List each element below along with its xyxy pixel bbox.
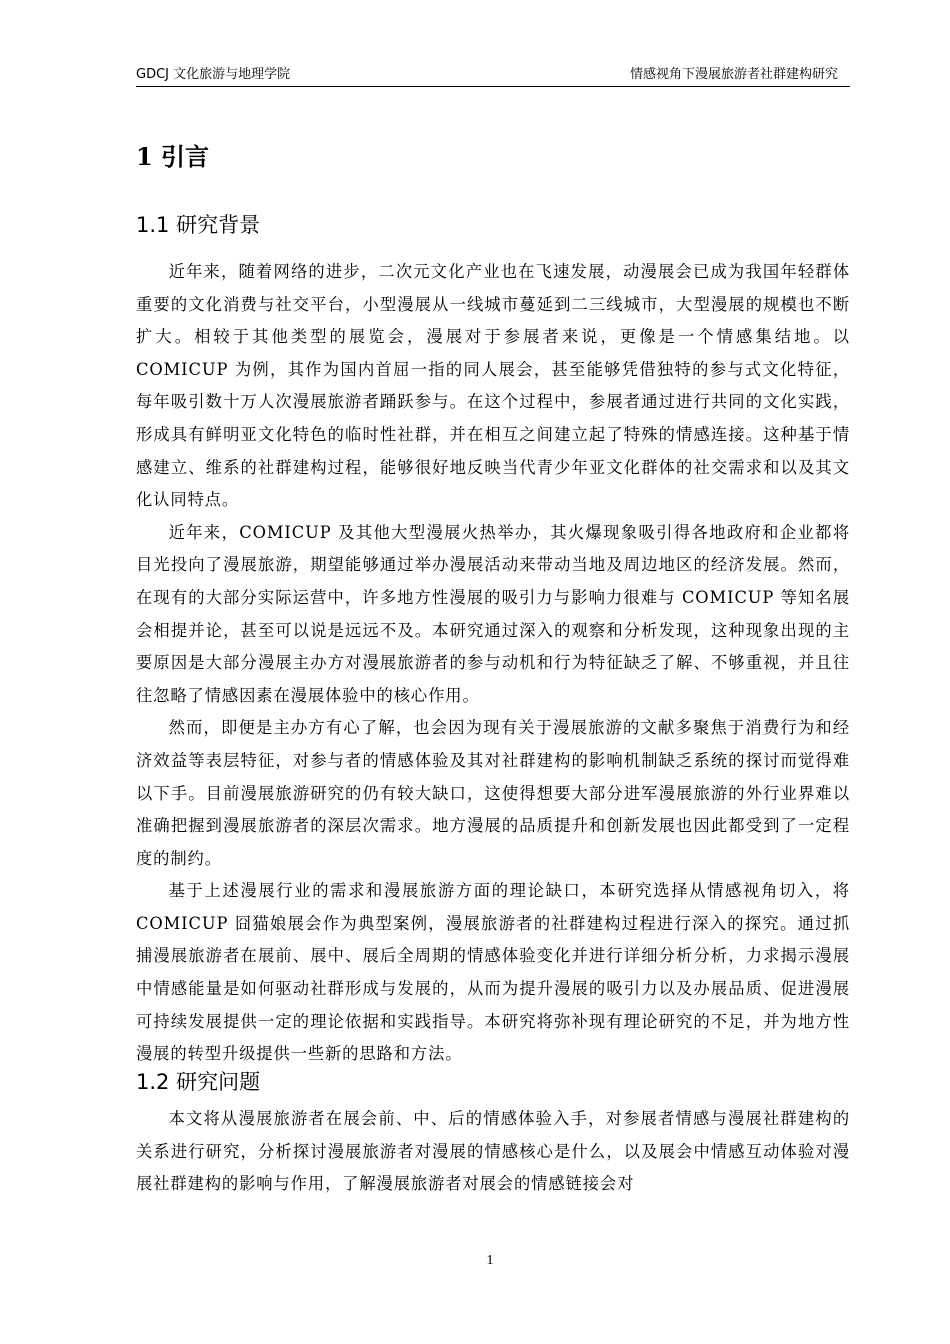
page-number: 1 xyxy=(486,1253,494,1268)
paragraph: 近年来，随着网络的进步，二次元文化产业也在飞速发展，动漫展会已成为我国年轻群体重要的文化消费与社交平台，小型漫展从一线城市蔓延到二三线城市，大型漫展的规模也不断扩大。相较于其他类型的展览会，漫展对于参展者来说，更像是一个情感集结地。以 COMICUP 为例，其作为国内首屈一指的同人展会，甚至能够凭借独特的参与式文化特征，每年吸引数十万人次漫展旅游者踊跃参与。在这个过程中，参展者通过进行共同的文化实践，形成具有鲜明亚文化特色的临时性社群，并在相互之间建立起了特殊的情感连接。这种基于情感建立、维系的社群建构过程，能够很好地反映当代青少年亚文化群体的社交需求和以及其文化认同特点。 xyxy=(136,262,850,510)
paragraph: 本文将从漫展旅游者在展会前、中、后的情感体验入手，对参展者情感与漫展社群建构的关系进行研究，分析探讨漫展旅游者对漫展的情感核心是什么，以及展会中情感互动体验对漫展社群建构的影响与作用，了解漫展旅游者对展会的情感链接会对 xyxy=(136,1109,850,1194)
section-title-background: 1.1 研究背景 xyxy=(136,213,261,237)
section-body-background xyxy=(136,256,850,1071)
chapter-title: 1 引言 xyxy=(136,142,210,171)
paragraph: 然而，即便是主办方有心了解，也会因为现有关于漫展旅游的文献多聚焦于消费行为和经济效益等表层特征，对参与者的情感体验及其对社群建构的影响机制缺乏系统的探讨而觉得难以下手。目前漫展旅游研究的仍有较大缺口，这使得想要大部分进军漫展旅游的外行业界难以准确把握到漫展旅游者的深层次需求。地方漫展的品质提升和创新发展也因此都受到了一定程度的制约。 xyxy=(136,718,850,868)
section-body-questions xyxy=(136,1103,850,1201)
paragraph: 基于上述漫展行业的需求和漫展旅游方面的理论缺口，本研究选择从情感视角切入，将 COMICUP 囧猫娘展会作为典型案例，漫展旅游者的社群建构过程进行深入的探究。通过抓捕漫展旅游者在展前、展中、展后全周期的情感体验变化并进行详细分析分析，力求揭示漫展中情感能量是如何驱动社群形成与发展的，从而为提升漫展的吸引力以及办展品质、促进漫展可持续发展提供一定的理论依据和实践指导。本研究将弥补现有理论研究的不足，并为地方性漫展的转型升级提供一些新的思路和方法。 xyxy=(136,881,850,1064)
running-header xyxy=(136,66,850,87)
header-institution: GDCJ 文化旅游与地理学院 xyxy=(136,67,291,82)
paragraph: 近年来，COMICUP 及其他大型漫展火热举办，其火爆现象吸引得各地政府和企业都将目光投向了漫展旅游，期望能够通过举办漫展活动来带动当地及周边地区的经济发展。然而，在现有的大部分实际运营中，许多地方性漫展的吸引力与影响力很难与 COMICUP 等知名展会相提并论，甚至可以说是远远不及。本研究通过深入的观察和分析发现，这种现象出现的主要原因是大部分漫展主办方对漫展旅游者的参与动机和行为特征缺乏了解、不够重视，并且往往忽略了情感因素在漫展体验中的核心作用。 xyxy=(136,522,850,705)
header-paper-title: 情感视角下漫展旅游者社群建构研究 xyxy=(629,67,838,82)
section-title-questions: 1.2 研究问题 xyxy=(136,1070,261,1094)
